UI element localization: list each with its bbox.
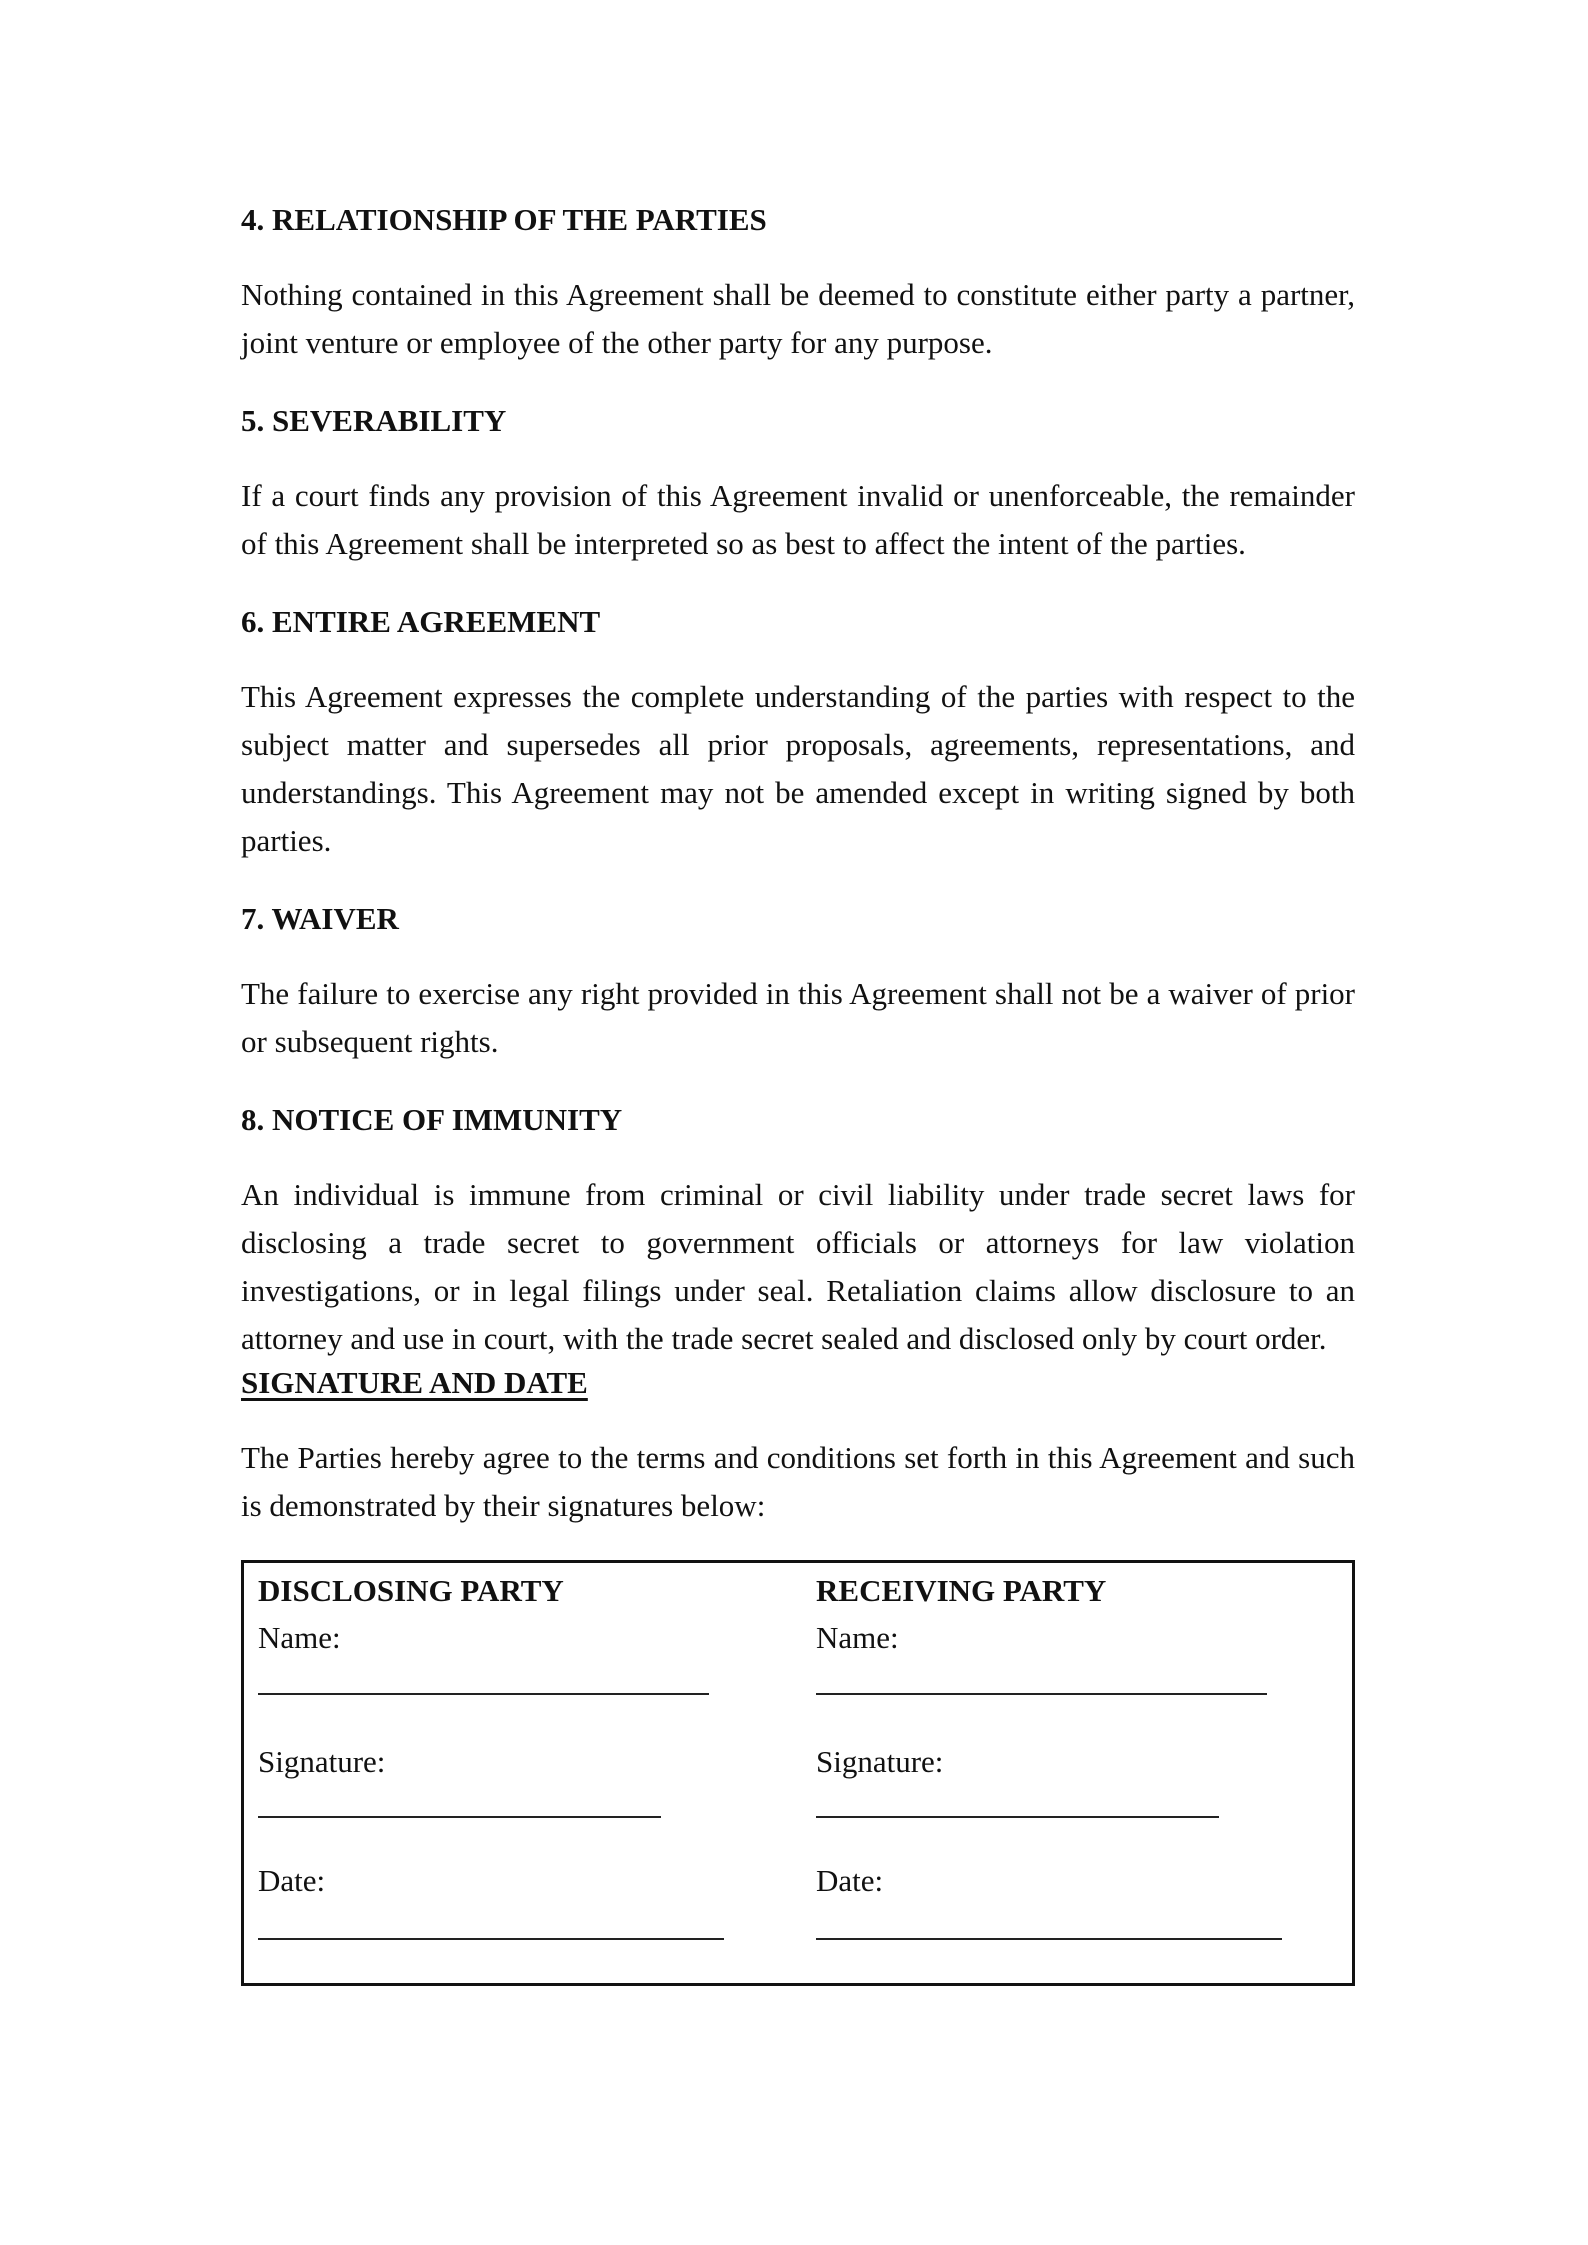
receiving-date-label: Date: bbox=[816, 1863, 884, 1898]
receiving-signature-line[interactable] bbox=[816, 1816, 1219, 1818]
section-body-notice-of-immunity: An individual is immune from criminal or civil liability under trade secret laws for disclosing a trade secret to government officials or attorneys for law violation investigations, or in legal filings under seal. Retaliation claims allow disclosure to an attorney and use in court, with the trade secret sealed and disclosed only by court order. bbox=[241, 1177, 1355, 1356]
disclosing-date-label: Date: bbox=[258, 1863, 326, 1898]
section-heading-waiver: 7. WAIVER bbox=[241, 901, 399, 936]
receiving-name-label: Name: bbox=[816, 1620, 899, 1655]
disclosing-party-title: DISCLOSING PARTY bbox=[258, 1573, 564, 1608]
receiving-date-line[interactable] bbox=[816, 1938, 1282, 1940]
section-heading-severability: 5. SEVERABILITY bbox=[241, 403, 507, 438]
receiving-signature-label: Signature: bbox=[816, 1744, 944, 1779]
section-body-entire-agreement: This Agreement expresses the complete understanding of the parties with respect to the subject matter and supersedes all prior proposals, agreements, representations, and understandings. This Agreement may not be amended except in writing signed by both parties. bbox=[241, 679, 1355, 858]
section-body-severability: If a court finds any provision of this Agreement invalid or unenforceable, the remainder of this Agreement shall be interpreted so as best to affect the intent of the parties. bbox=[241, 478, 1355, 561]
signature-section-heading: SIGNATURE AND DATE bbox=[241, 1365, 588, 1400]
section-body-relationship: Nothing contained in this Agreement shall be deemed to constitute either party a partner, joint venture or employee of the other party for any purpose. bbox=[241, 277, 1355, 360]
disclosing-name-label: Name: bbox=[258, 1620, 341, 1655]
receiving-name-line[interactable] bbox=[816, 1693, 1267, 1695]
signature-section-intro: The Parties hereby agree to the terms and conditions set forth in this Agreement and such is demonstrated by their signatures below: bbox=[241, 1440, 1355, 1523]
disclosing-signature-line[interactable] bbox=[258, 1816, 661, 1818]
disclosing-signature-label: Signature: bbox=[258, 1744, 386, 1779]
section-body-waiver: The failure to exercise any right provided in this Agreement shall not be a waiver of prior or subsequent rights. bbox=[241, 976, 1355, 1059]
signature-box bbox=[241, 1560, 1355, 1986]
section-heading-entire-agreement: 6. ENTIRE AGREEMENT bbox=[241, 604, 601, 639]
disclosing-date-line[interactable] bbox=[258, 1938, 724, 1940]
receiving-party-title: RECEIVING PARTY bbox=[816, 1573, 1107, 1608]
disclosing-name-line[interactable] bbox=[258, 1693, 709, 1695]
section-heading-relationship: 4. RELATIONSHIP OF THE PARTIES bbox=[241, 202, 767, 237]
section-heading-notice-of-immunity: 8. NOTICE OF IMMUNITY bbox=[241, 1102, 623, 1137]
document-page bbox=[241, 200, 1355, 1986]
